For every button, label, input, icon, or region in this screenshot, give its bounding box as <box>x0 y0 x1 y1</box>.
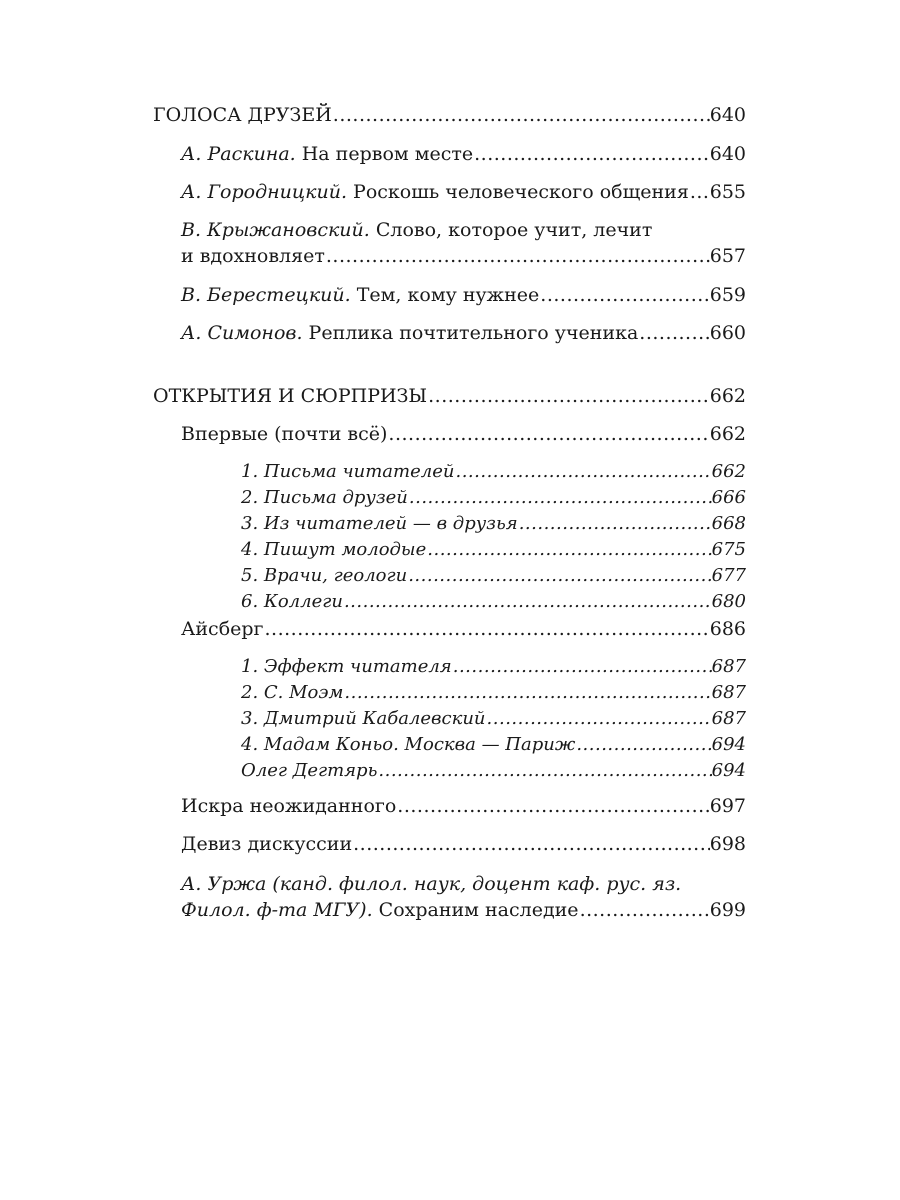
toc-page-number: 687 <box>711 708 746 729</box>
toc-entry[interactable] <box>181 320 746 346</box>
toc-author: А. Раскина. <box>181 143 296 165</box>
toc-entry[interactable] <box>181 282 746 308</box>
toc-subentry[interactable] <box>241 537 746 563</box>
toc-page-number: 687 <box>711 656 746 677</box>
toc-page-number: 699 <box>709 899 746 921</box>
toc-entry[interactable] <box>181 179 746 205</box>
toc-page-number: 659 <box>709 284 746 306</box>
toc-page-number: 668 <box>711 513 746 534</box>
toc-subentry-title: 4. Пишут молодые <box>241 539 427 560</box>
dot-leader <box>325 243 710 269</box>
toc-entry[interactable] <box>181 616 746 642</box>
dot-leader <box>454 459 711 485</box>
toc-subentry-title: 3. Дмитрий Кабалевский <box>241 708 486 729</box>
toc-section-heading[interactable] <box>153 383 746 409</box>
toc-entry-text: На первом месте <box>301 143 474 165</box>
toc-subentry-title: 2. С. Моэм <box>241 682 344 703</box>
toc-entry-title <box>181 897 579 923</box>
toc-page-number: 694 <box>711 734 746 755</box>
toc-subentry[interactable] <box>241 654 746 680</box>
toc-entry-title: Девиз дискуссии <box>181 833 353 855</box>
dot-leader <box>638 320 709 346</box>
toc-page-number: 662 <box>711 461 746 482</box>
toc-page-number: 662 <box>709 423 746 445</box>
toc-subentry-title: 5. Врачи, геологи <box>241 565 408 586</box>
toc-subentry[interactable] <box>241 563 746 589</box>
toc-page-number: 694 <box>711 760 746 781</box>
toc-subentry[interactable] <box>241 680 746 706</box>
toc-subentry[interactable] <box>241 758 746 784</box>
toc-entry-title: Впервые (почти всё) <box>181 423 388 445</box>
toc-page-number: 697 <box>709 795 746 817</box>
toc-entry-first-line[interactable] <box>181 217 652 243</box>
toc-subentry[interactable] <box>241 485 746 511</box>
toc-subentry-title: 4. Мадам Коньо. Москва — Париж <box>241 734 576 755</box>
dot-leader <box>396 793 709 819</box>
toc-entry[interactable] <box>181 793 746 819</box>
toc-section-heading[interactable] <box>153 102 746 128</box>
dot-leader <box>408 485 712 511</box>
dot-leader <box>264 616 710 642</box>
toc-subentry[interactable] <box>241 732 746 758</box>
toc-entry-text: Реплика почтительного ученика <box>308 322 639 344</box>
toc-entry-title: Искра неожиданного <box>181 795 397 817</box>
toc-page-number: 677 <box>711 565 746 586</box>
toc-entry-title <box>181 179 689 205</box>
dot-leader <box>426 537 711 563</box>
dot-leader <box>575 732 711 758</box>
toc-author: В. Крыжановский. <box>181 219 370 241</box>
dot-leader <box>473 141 710 167</box>
dot-leader <box>377 758 711 784</box>
toc-section-title: ГОЛОСА ДРУЗЕЙ <box>153 104 332 126</box>
toc-subentry[interactable] <box>241 459 746 485</box>
toc-page-number: 640 <box>709 104 746 126</box>
toc-page-number: 698 <box>709 833 746 855</box>
toc-entry-text: Слово, которое учит, лечит <box>375 219 653 241</box>
toc-entry[interactable] <box>181 831 746 857</box>
dot-leader <box>332 102 710 128</box>
toc-entry[interactable] <box>181 897 746 923</box>
toc-page-number: 660 <box>709 322 746 344</box>
dot-leader <box>352 831 710 857</box>
toc-author: А. Симонов. <box>181 322 303 344</box>
toc-page-number: 666 <box>711 487 746 508</box>
toc-entry-title <box>181 282 539 308</box>
toc-entry-text: Роскошь человеческого общения <box>353 181 689 203</box>
toc-page-number: 675 <box>711 539 746 560</box>
toc-subentry-title: 3. Из читателей — в друзья <box>241 513 518 534</box>
dot-leader <box>539 282 709 308</box>
toc-subentry-title: 6. Коллеги <box>241 591 343 612</box>
toc-entry[interactable] <box>181 243 746 269</box>
toc-entry-title: Айсберг <box>181 618 264 640</box>
toc-page-number: 655 <box>709 181 746 203</box>
dot-leader <box>689 179 710 205</box>
dot-leader <box>407 563 711 589</box>
toc-entry-title <box>181 320 638 346</box>
toc-entry-first-line[interactable]: А. Уржа (канд. филол. наук, доцент каф. рус. яз. <box>181 873 682 895</box>
dot-leader <box>579 897 710 923</box>
toc-subentry-title: 1. Письма читателей <box>241 461 455 482</box>
toc-page-number: 657 <box>709 245 746 267</box>
toc-subentry[interactable] <box>241 589 746 615</box>
dot-leader <box>343 589 712 615</box>
dot-leader <box>452 654 712 680</box>
dot-leader <box>427 383 710 409</box>
dot-leader <box>343 680 711 706</box>
toc-entry[interactable] <box>181 421 746 447</box>
toc-subentry-title: 2. Письма друзей <box>241 487 408 508</box>
toc-subentry[interactable] <box>241 706 746 732</box>
toc-author: В. Берестецкий. <box>181 284 351 306</box>
toc-subentry[interactable] <box>241 511 746 537</box>
toc-author: А. Городницкий. <box>181 181 347 203</box>
toc-page-number: 640 <box>709 143 746 165</box>
toc-entry-title: и вдохновляет <box>181 245 325 267</box>
toc-page-number: 680 <box>711 591 746 612</box>
toc-entry-text: Тем, кому нужнее <box>356 284 540 306</box>
toc-page-number: 687 <box>711 682 746 703</box>
dot-leader <box>387 421 709 447</box>
toc-author: Филол. ф-та МГУ). <box>181 899 373 921</box>
toc-page-number: 662 <box>709 385 746 407</box>
toc-subentry-title: 1. Эффект читателя <box>241 656 452 677</box>
toc-subentry-title: Олег Дегтярь <box>241 760 378 781</box>
toc-entry-text: Сохраним наследие <box>378 899 579 921</box>
dot-leader <box>518 511 712 537</box>
toc-page-number: 686 <box>709 618 746 640</box>
toc-section-title: ОТКРЫТИЯ И СЮРПРИЗЫ <box>153 385 428 407</box>
toc-entry[interactable] <box>181 141 746 167</box>
dot-leader <box>486 706 712 732</box>
toc-entry-title <box>181 141 473 167</box>
